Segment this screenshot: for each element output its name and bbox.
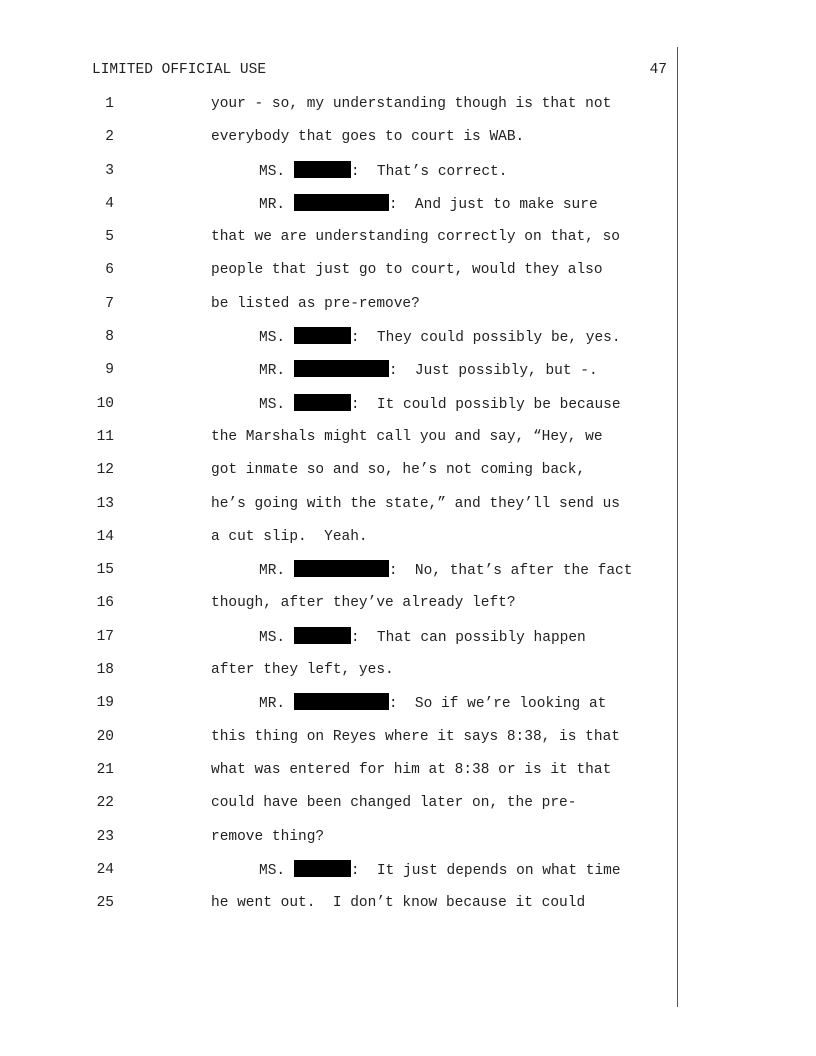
line-text: your - so, my understanding though is that not [211,96,612,112]
line-number: 21 [96,761,114,778]
line-number: 22 [96,795,114,812]
line-number: 9 [105,362,114,379]
line-text: be listed as pre-remove? [211,295,420,312]
transcript-line [0,161,816,194]
line-number: 4 [105,195,114,212]
line-text: people that just go to court, would they also [211,262,603,279]
line-text [259,327,621,348]
classification-marking: LIMITED OFFICIAL USE [92,62,267,78]
speech-text: : And just to make sure [388,196,598,213]
line-text: he went out. I don’t know because it could [211,895,586,912]
transcript-line [0,460,816,493]
line-number: 2 [105,129,114,146]
transcript-line [0,94,816,127]
line-number: 20 [96,728,114,745]
transcript-line [0,327,816,360]
speaker-title: MS. [259,629,286,646]
transcript-line [0,560,816,593]
line-text: after they left, yes. [211,662,394,679]
transcript-line [0,793,816,826]
transcript-line [0,860,816,893]
speech-text: : It could possibly be because [350,396,621,413]
redaction-box [294,194,389,211]
line-number: 19 [96,695,114,712]
speaker-title: MS. [259,862,286,879]
speech-text: : It just depends on what time [350,862,621,879]
transcript-line [0,227,816,260]
line-text: what was entered for him at 8:38 or is it that [211,761,612,778]
line-number: 6 [105,262,114,279]
transcript-line [0,627,816,660]
transcript-line [0,760,816,793]
line-number: 7 [105,295,114,312]
transcript-line [0,427,816,460]
speech-text: : That can possibly happen [350,629,586,646]
line-text: a cut slip. Yeah. [211,528,368,545]
redaction-box [294,360,389,377]
speaker-title: MS. [259,396,286,413]
transcript-line [0,693,816,726]
line-text [259,560,632,581]
line-text: though, after they’ve already left? [211,595,516,612]
line-number: 1 [105,96,114,112]
page-number: 47 [649,62,667,78]
line-text [259,627,586,648]
transcript-body [0,94,816,926]
line-text: everybody that goes to court is WAB. [211,129,525,146]
line-text: could have been changed later on, the pre- [211,795,577,812]
line-number: 25 [96,895,114,912]
line-number: 15 [96,562,114,579]
transcript-line [0,827,816,860]
line-text [259,693,606,714]
line-number: 23 [96,828,114,845]
line-text: remove thing? [211,828,325,845]
speech-text: : No, that’s after the fact [388,563,633,580]
transcript-line [0,127,816,160]
transcript-line [0,727,816,760]
line-text: this thing on Reyes where it says 8:38, is that [211,728,620,745]
line-number: 3 [105,162,114,179]
redaction-box [294,161,351,178]
redaction-box [294,394,351,411]
line-text [259,860,621,881]
speaker-title: MR. [259,563,286,580]
line-text: the Marshals might call you and say, “Hey, we [211,428,603,445]
line-number: 10 [96,395,114,412]
speech-text: : Just possibly, but -. [388,363,598,380]
speech-text: : They could possibly be, yes. [350,330,621,347]
line-text [259,161,507,182]
line-number: 5 [105,229,114,246]
line-text: he’s going with the state,” and they’ll send us [211,495,620,512]
line-text [259,360,598,381]
line-text [259,194,598,215]
line-text: got inmate so and so, he’s not coming back, [211,462,586,479]
line-text [259,394,621,415]
speaker-title: MR. [259,363,286,380]
transcript-line [0,260,816,293]
line-number: 24 [96,861,114,878]
line-number: 14 [96,528,114,545]
transcript-line [0,360,816,393]
speaker-title: MS. [259,330,286,347]
transcript-line [0,527,816,560]
transcript-line [0,394,816,427]
redaction-box [294,860,351,877]
line-number: 11 [96,428,114,445]
transcript-line [0,194,816,227]
redaction-box [294,627,351,644]
line-number: 18 [96,662,114,679]
speech-text: : That’s correct. [350,163,508,180]
speech-text: : So if we’re looking at [388,696,607,713]
line-text: that we are understanding correctly on that, so [211,229,620,246]
speaker-title: MR. [259,196,286,213]
transcript-line [0,494,816,527]
speaker-title: MR. [259,696,286,713]
transcript-line [0,660,816,693]
line-number: 17 [96,628,114,645]
line-number: 13 [96,495,114,512]
redaction-box [294,560,389,577]
redaction-box [294,327,351,344]
line-number: 12 [96,462,114,479]
redaction-box [294,693,389,710]
line-number: 8 [105,329,114,346]
line-number: 16 [96,595,114,612]
transcript-line [0,593,816,626]
page-header [92,62,667,82]
transcript-line [0,294,816,327]
transcript-line [0,893,816,926]
speaker-title: MS. [259,163,286,180]
